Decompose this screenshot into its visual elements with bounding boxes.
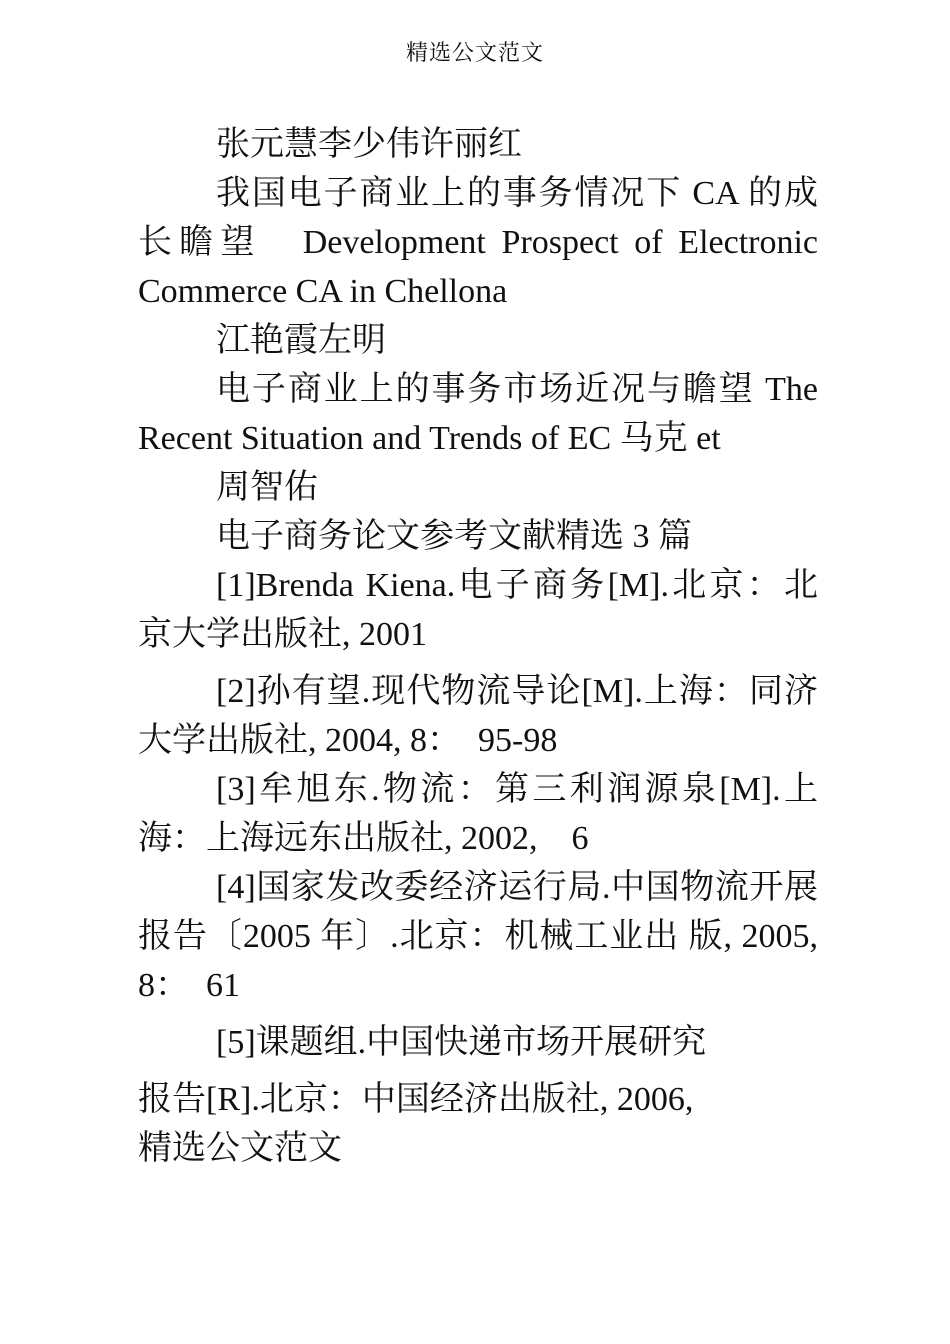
- article-title: 电子商业上的事务市场近况与瞻望 The Recent Situation and Trends of EC 马克 et: [138, 371, 818, 457]
- author-line: 周智佑: [216, 469, 318, 506]
- page-header: 精选公文范文: [405, 40, 544, 65]
- reference-item: [5]课题组.中国快递市场开展研究: [216, 1024, 707, 1061]
- reference-item: [1]Brenda Kiena.电子商务[M].北京：北京大学出版社, 2001: [138, 567, 818, 653]
- reference-item: [2]孙有望.现代物流导论[M].上海：同济大学出版社, 2004, 8： 95-98: [138, 673, 818, 759]
- page-footer: 精选公文范文: [138, 1130, 342, 1167]
- document-body: [138, 120, 818, 1173]
- section-heading: 电子商务论文参考文献精选 3 篇: [216, 518, 692, 555]
- reference-item: [3]牟旭东.物流：第三利润源泉[M].上海：上海远东出版社, 2002, 6: [138, 771, 818, 857]
- reference-item-continuation: 报告[R].北京：中国经济出版社, 2006,: [138, 1081, 694, 1118]
- author-line: 张元慧李少伟许丽红: [216, 126, 522, 163]
- reference-item: [4]国家发改委经济运行局.中国物流开展报告〔2005 年〕.北京：机械工业出 版, 2005, 8： 61: [138, 869, 818, 1004]
- author-line: 江艳霞左明: [216, 322, 386, 359]
- article-title: 我国电子商业上的事务情况下 CA 的成长瞻望 Development Prospect of Electronic Commerce CA in Chellona: [138, 175, 818, 310]
